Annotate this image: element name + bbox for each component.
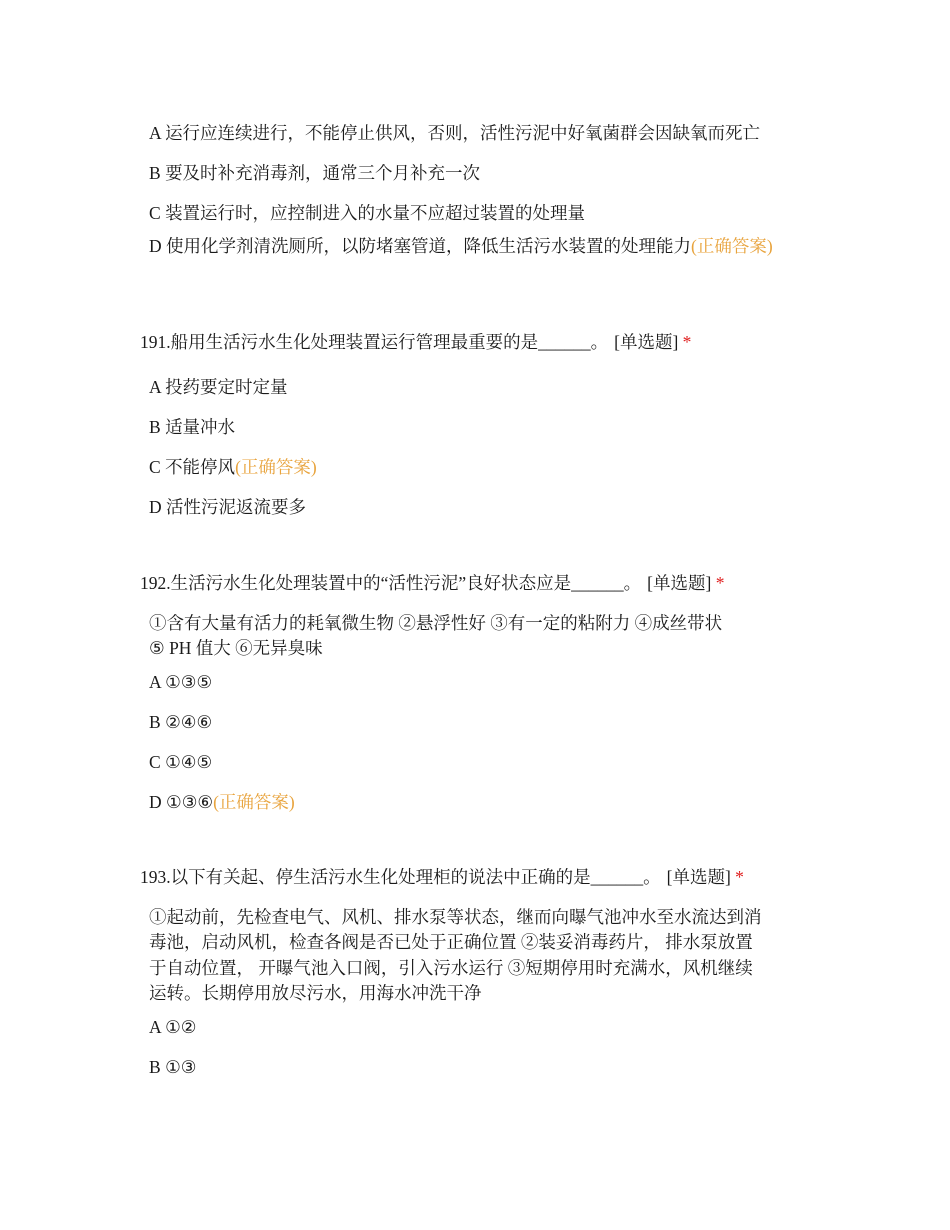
required-marker: * — [715, 573, 725, 593]
q192-stem-line-1: ①含有大量有活力的耗氧微生物 ②悬浮性好 ③有一定的粘附力 ④成丝带状 — [149, 613, 723, 633]
q192-option-b[interactable] — [149, 710, 809, 735]
option-letter: C — [149, 752, 161, 772]
q193-stem-line-3: 于自动位置， 开曝气池入口阀，引入污水运行 ③短期停用时充满水，风机继续 — [149, 958, 753, 978]
option-text: 投药要定时定量 — [165, 377, 288, 397]
q193-stem-line-4: 运转。长期停用放尽污水，用海水冲洗干净 — [149, 983, 482, 1003]
question-text: 193.以下有关起、停生活污水生化处理柜的说法中正确的是______。 — [140, 867, 661, 887]
option-letter: B — [149, 417, 161, 437]
prev-option-b[interactable] — [149, 161, 809, 186]
option-text: ①③ — [165, 1057, 197, 1077]
option-letter: C — [149, 203, 161, 223]
question-192-title — [140, 571, 820, 596]
option-text: ①④⑤ — [165, 752, 213, 772]
correct-answer-tag: (正确答案) — [235, 457, 317, 477]
option-letter: A — [149, 672, 161, 692]
q193-option-b[interactable] — [149, 1055, 809, 1080]
q192-stem-line-2: ⑤ PH 值大 ⑥无异臭味 — [149, 638, 323, 658]
option-letter: C — [149, 457, 161, 477]
prev-option-c[interactable] — [149, 201, 809, 226]
q192-option-c[interactable] — [149, 750, 809, 775]
option-text: ②④⑥ — [165, 712, 213, 732]
question-text: 192.生活污水生化处理装置中的“活性污泥”良好状态应是______。 — [140, 573, 642, 593]
q192-option-d[interactable] — [149, 790, 809, 815]
option-letter: A — [149, 1017, 161, 1037]
question-text: 191.船用生活污水生化处理装置运行管理最重要的是______。 — [140, 332, 609, 352]
option-text: ①② — [165, 1017, 197, 1037]
q193-option-a[interactable] — [149, 1015, 809, 1040]
option-letter: D — [149, 792, 162, 812]
question-type: [单选题] — [647, 573, 712, 593]
q191-option-d[interactable] — [149, 495, 809, 520]
required-marker: * — [682, 332, 692, 352]
option-text: 活性污泥返流要多 — [166, 497, 307, 517]
q193-stem-line-2: 毒池，启动风机，检查各阀是否已处于正确位置 ②装妥消毒药片， 排水泵放置 — [149, 932, 753, 952]
q192-option-a[interactable] — [149, 670, 809, 695]
required-marker: * — [735, 867, 744, 887]
option-letter: B — [149, 163, 161, 183]
prev-option-d[interactable] — [149, 234, 799, 259]
option-text: 适量冲水 — [165, 417, 236, 437]
option-letter: D — [149, 497, 162, 517]
option-letter: A — [149, 377, 161, 397]
q193-stem-line-1: ①起动前，先检查电气、风机、排水泵等状态，继而向曝气池冲水至水流达到消 — [149, 907, 762, 927]
option-text: 使用化学剂清洗厕所，以防堵塞管道，降低生活污水装置的处理能力 — [166, 236, 692, 256]
option-letter: D — [149, 236, 162, 256]
correct-answer-tag: (正确答案) — [213, 792, 295, 812]
q191-option-a[interactable] — [149, 375, 809, 400]
option-letter: A — [149, 123, 161, 143]
prev-option-a[interactable] — [149, 121, 809, 146]
option-text: 不能停风 — [165, 457, 236, 477]
option-letter: B — [149, 1057, 161, 1077]
option-text: 装置运行时，应控制进入的水量不应超过装置的处理量 — [165, 203, 586, 223]
option-text: 运行应连续进行，不能停止供风，否则，活性污泥中好氧菌群会因缺氧而死亡 — [165, 123, 761, 143]
q191-option-b[interactable] — [149, 415, 809, 440]
question-type: [单选题] — [614, 332, 679, 352]
question-type: [单选题] — [666, 867, 731, 887]
option-text: 要及时补充消毒剂，通常三个月补充一次 — [165, 163, 481, 183]
option-letter: B — [149, 712, 161, 732]
q191-option-c[interactable] — [149, 455, 809, 480]
question-193-title — [140, 865, 820, 890]
option-text: ①③⑥ — [166, 792, 214, 812]
correct-answer-tag: (正确答案) — [691, 236, 773, 256]
question-191-title — [140, 330, 820, 355]
option-text: ①③⑤ — [165, 672, 213, 692]
